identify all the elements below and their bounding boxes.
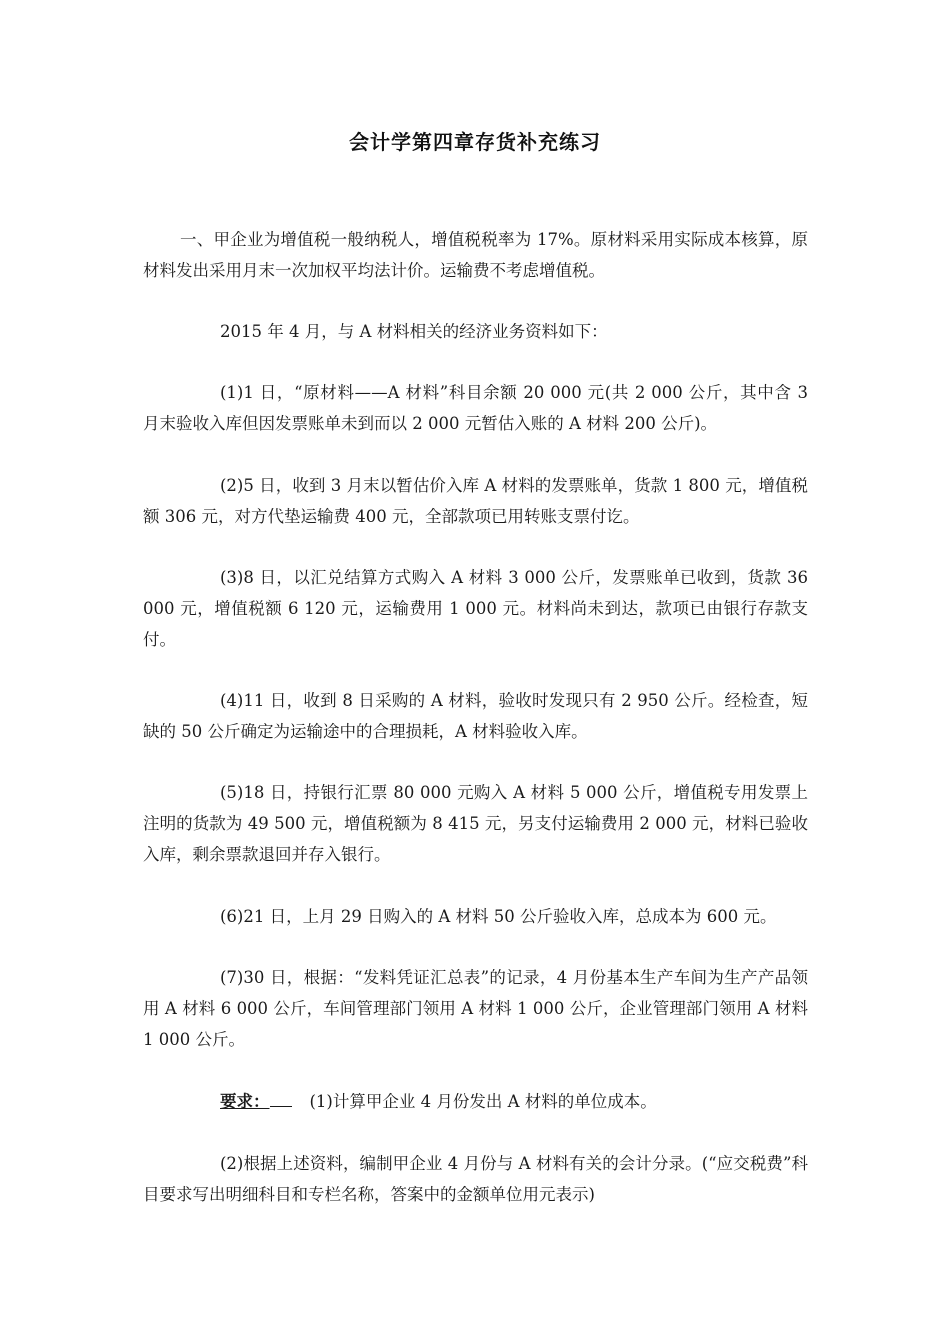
item-6: (6)21 日，上月 29 日购入的 A 材料 50 公斤验收入库，总成本为 600 元。 <box>220 907 777 926</box>
requirements-label: 要求： <box>220 1092 270 1111</box>
item-3: (3)8 日，以汇兑结算方式购入 A 材料 3 000 公斤，发票账单已收到，货款 36 000 元，增值税额 6 120 元，运输费用 1 000 元。材料尚未到达，款项已由银行存款支付。 <box>143 568 808 649</box>
requirement-1: (1)计算甲企业 4 月份发出 A 材料的单位成本。 <box>309 1092 657 1111</box>
intro-paragraph: 一、甲企业为增值税一般纳税人，增值税税率为 17%。原材料采用实际成本核算，原材料发出采用月末一次加权平均法计价。运输费不考虑增值税。 <box>143 230 808 280</box>
item-1: (1)1 日，“原材料——A 材料”科目余额 20 000 元(共 2 000 公斤，其中含 3 月末验收入库但因发票账单未到而以 2 000 元暂估入账的 A 材料 200 公斤)。 <box>143 383 808 433</box>
item-4: (4)11 日，收到 8 日采购的 A 材料，验收时发现只有 2 950 公斤。经检查，短缺的 50 公斤确定为运输途中的合理损耗，A 材料验收入库。 <box>143 691 808 741</box>
page-title: 会计学第四章存货补充练习 <box>349 130 601 154</box>
item-2: (2)5 日，收到 3 月末以暂估价入库 A 材料的发票账单，货款 1 800 元，增值税额 306 元，对方代垫运输费 400 元，全部款项已用转账支票付讫。 <box>143 476 808 526</box>
requirements-line-1 <box>143 1086 808 1117</box>
requirement-2: (2)根据上述资料，编制甲企业 4 月份与 A 材料有关的会计分录。(“应交税费”科目要求写出明细科目和专栏名称，答案中的金额单位用元表示) <box>143 1154 808 1204</box>
item-7: (7)30 日，根据：“发料凭证汇总表”的记录，4 月份基本生产车间为生产产品领用 A 材料 6 000 公斤，车间管理部门领用 A 材料 1 000 公斤，企业管理部门领用 A 材料 1 000 公斤。 <box>143 968 808 1049</box>
item-5: (5)18 日，持银行汇票 80 000 元购入 A 材料 5 000 公斤，增值税专用发票上注明的货款为 49 500 元，增值税额为 8 415 元，另支付运输费用 2 000 元，材料已验收入库，剩余票款退回并存入银行。 <box>143 783 808 864</box>
requirements-underline <box>270 1090 292 1107</box>
period-line: 2015 年 4 月，与 A 材料相关的经济业务资料如下： <box>220 322 608 341</box>
